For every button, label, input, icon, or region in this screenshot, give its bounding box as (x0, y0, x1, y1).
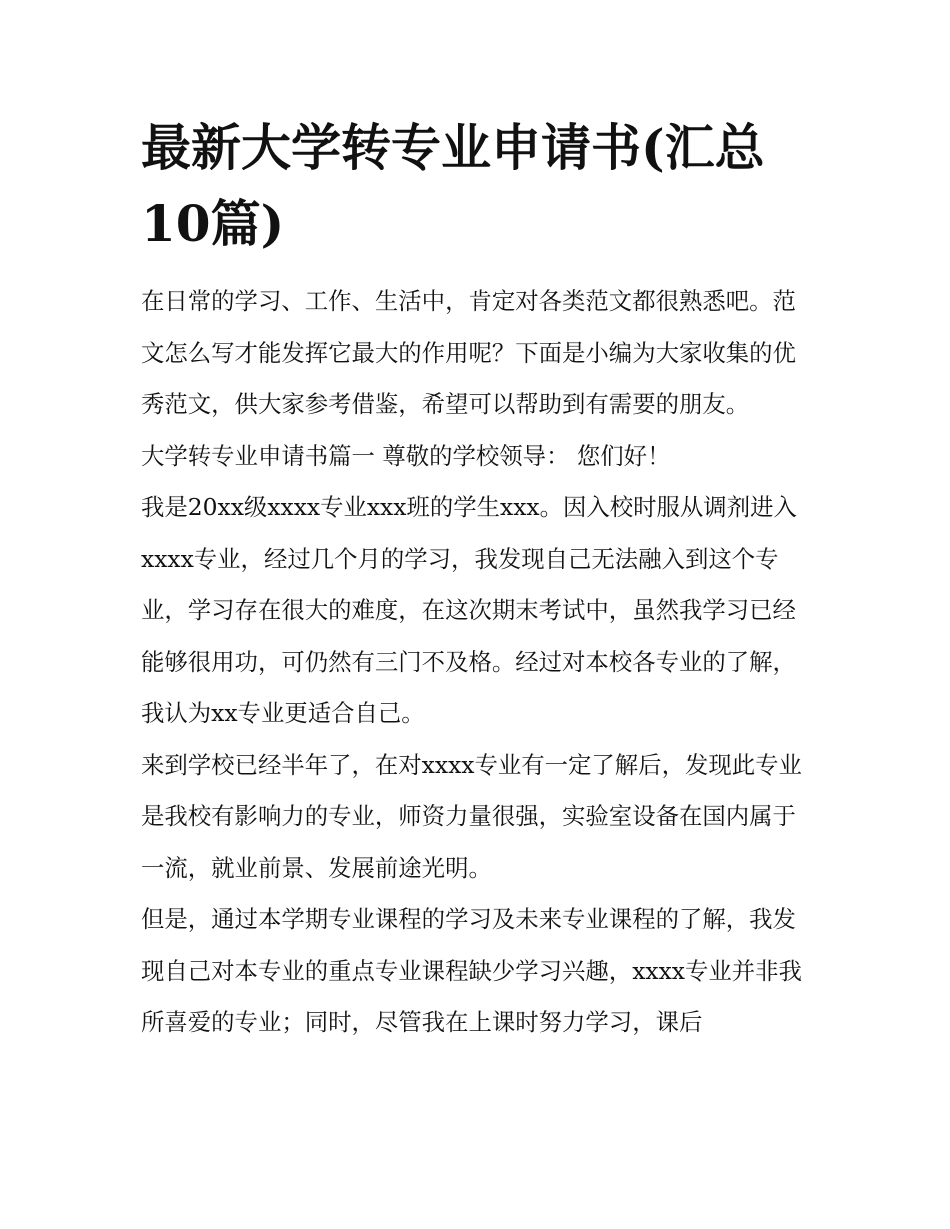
paragraph-reason: 但是，通过本学期专业课程的学习及未来专业课程的了解，我发现自己对本专业的重点专业课程缺少学习兴趣，xxxx专业并非我所喜爱的专业；同时，尽管我在上课时努力学习，课后 (141, 905, 802, 1036)
document-body (141, 276, 813, 1049)
paragraph-intro: 在日常的学习、工作、生活中，肯定对各类范文都很熟悉吧。范文怎么写才能发挥它最大的作用呢？下面是小编为大家收集的优秀范文，供大家参考借鉴，希望可以帮助到有需要的朋友。 (141, 287, 796, 418)
document-content (141, 110, 813, 1049)
document-title: 最新大学转专业申请书(汇总10篇) (141, 118, 765, 253)
paragraph-background: 我是20xx级xxxx专业xxx班的学生xxx。因入校时服从调剂进入xxxx专业，经过几个月的学习，我发现自己无法融入到这个专业，学习存在很大的难度，在这次期末考试中，虽然我学习已经能够很用功，可仍然有三门不及格。经过对本校各专业的了解，我认为xx专业更适合自己。 (141, 493, 797, 727)
paragraph-salutation: 大学转专业申请书篇一 尊敬的学校领导： 您们好！ (141, 441, 671, 470)
paragraph-major-overview: 来到学校已经半年了，在对xxxx专业有一定了解后，发现此专业是我校有影响力的专业，师资力量很强，实验室设备在国内属于一流，就业前景、发展前途光明。 (141, 750, 802, 882)
